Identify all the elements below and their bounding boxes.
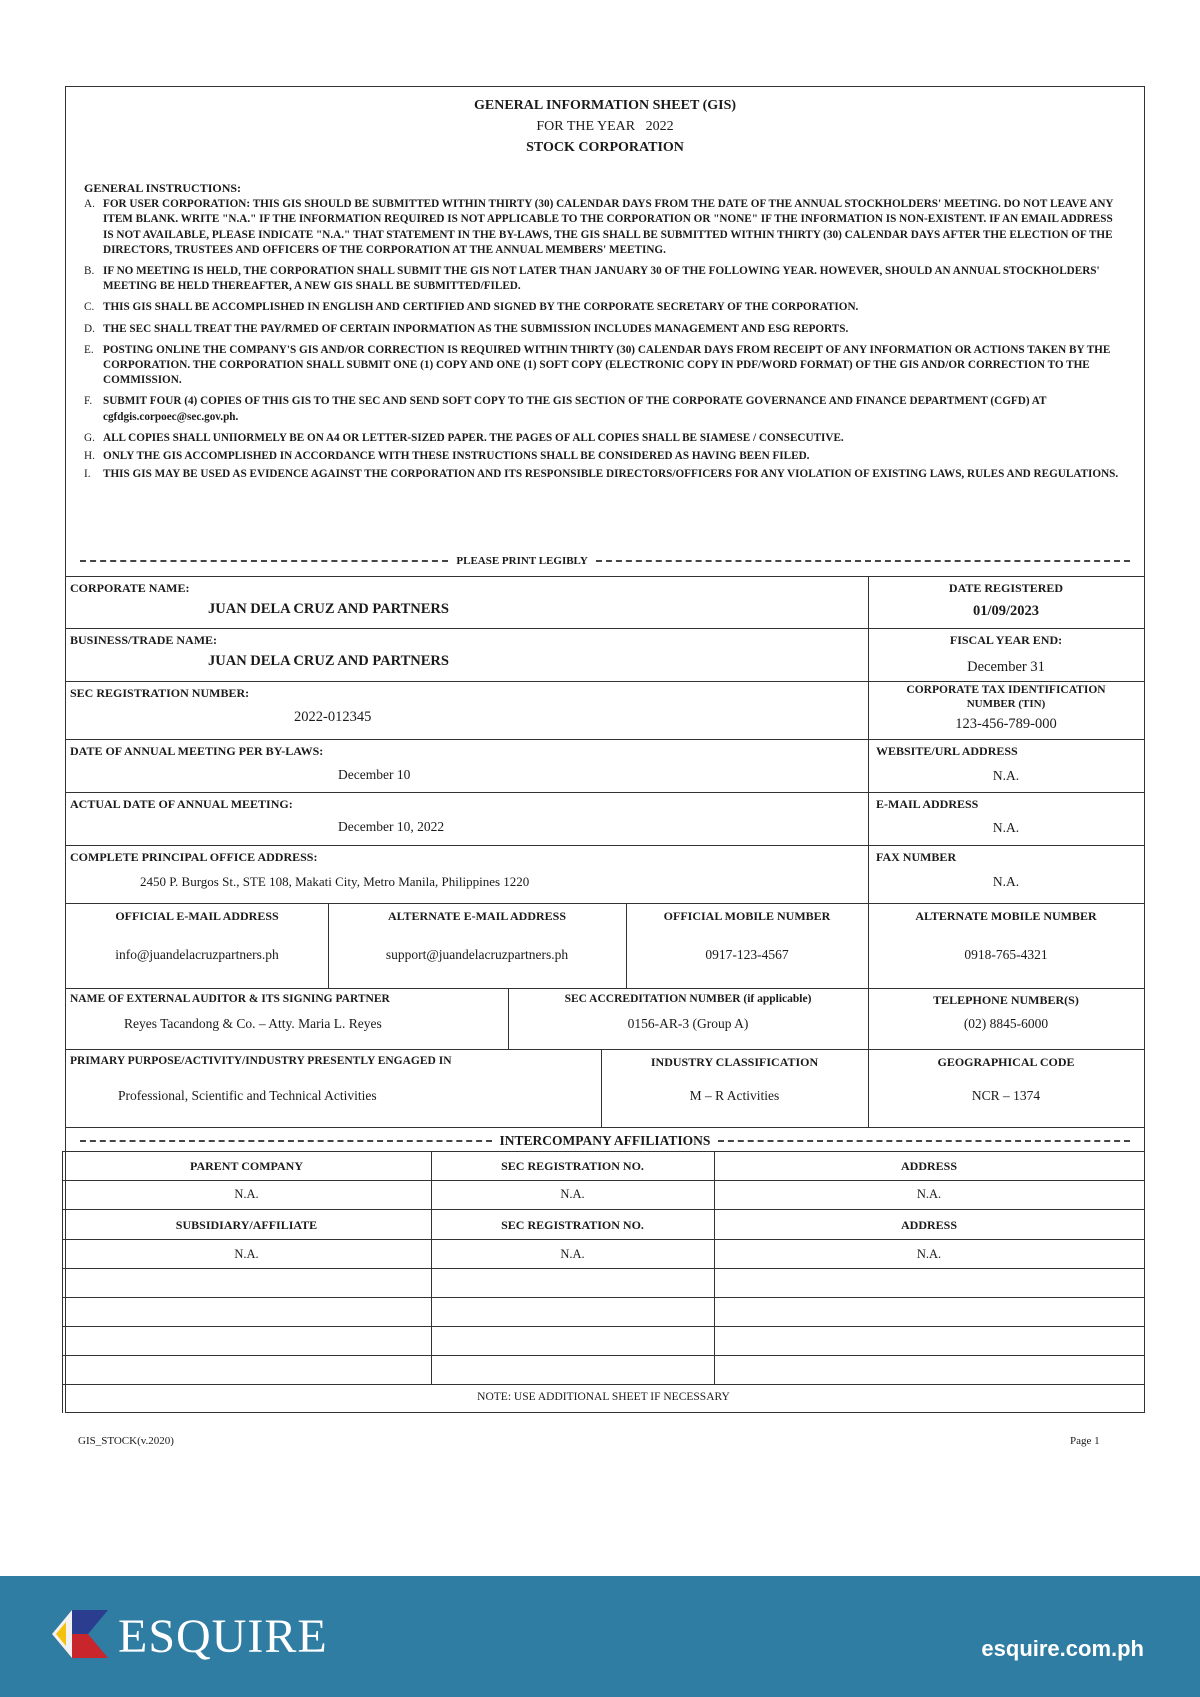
additional-sheet-note: NOTE: USE ADDITIONAL SHEET IF NECESSARY <box>477 1391 730 1403</box>
intercompany-divider <box>80 1133 1130 1149</box>
corporate-name-value: JUAN DELA CRUZ AND PARTNERS <box>208 601 449 617</box>
fiscal-year-end-value: December 31 <box>967 659 1045 675</box>
business-name-value: JUAN DELA CRUZ AND PARTNERS <box>208 653 449 669</box>
form-header <box>66 95 1144 158</box>
parent-company-value: N.A. <box>234 1187 259 1201</box>
purpose-label: PRIMARY PURPOSE/ACTIVITY/INDUSTRY PRESENTLY ENGAGED IN <box>70 1055 452 1067</box>
official-email-label: OFFICIAL E-MAIL ADDRESS <box>115 909 279 923</box>
business-name-label: BUSINESS/TRADE NAME: <box>70 633 218 647</box>
instruction-item: A. FOR USER CORPORATION: THIS GIS SHOULD BE SUBMITTED WITHIN THIRTY (30) CALENDAR DAYS FROM THE DATE OF THE ANNUAL STOCKHOLDERS' MEETING. DO NOT LEAVE ANY ITEM BLANK. WRITE "N.A." IF THE INFORMATION REQUIRED IS NOT APPLICABLE TO THE CORPORATION OR "NONE" IF THE INFORMATION IS NON-EXISTENT. IF AN EMAIL ADDRESS IS NOT AVAILABLE, PLEASE INDICATE "N.A." THAT STATEMENT IN THE BY-LAWS, THE GIS SHALL BE SUBMITTED WITHIN THIRTY (30) CALENDAR DAYS AFTER THE ELECTION OF THE DIRECTORS, TRUSTEES AND OFFICERS OF THE CORPORATION AT THE ANNUAL MEMBERS' MEETING. <box>84 198 1114 256</box>
industry-label: INDUSTRY CLASSIFICATION <box>650 1055 819 1069</box>
instruction-item: F. SUBMIT FOUR (4) COPIES OF THIS GIS TO THE SEC AND SEND SOFT COPY TO THE GIS SECTION OF THE CORPORATE GOVERNANCE AND FINANCE DEPARTMENT (CGFD) AT cgfdgis.corpoec@sec.gov.ph. <box>84 395 1047 423</box>
intercompany-title: INTERCOMPANY AFFILIATIONS <box>499 1133 711 1148</box>
annual-meeting-bylaws-label: DATE OF ANNUAL MEETING PER BY-LAWS: <box>70 744 324 758</box>
print-legibly-divider <box>80 555 1130 567</box>
email-value: N.A. <box>992 820 1020 835</box>
official-mobile-label: OFFICIAL MOBILE NUMBER <box>663 909 831 923</box>
accreditation-value: 0156-AR-3 (Group A) <box>627 1016 749 1031</box>
form-year: FOR THE YEAR 2022 <box>536 119 674 134</box>
annual-meeting-bylaws-value: December 10 <box>338 767 411 782</box>
actual-meeting-value: December 10, 2022 <box>338 819 445 834</box>
parent-company-header: PARENT COMPANY <box>190 1159 303 1173</box>
subsidiary-sec-header: SEC REGISTRATION NO. <box>501 1218 644 1232</box>
form-title: GENERAL INFORMATION SHEET (GIS) <box>473 98 737 113</box>
general-instructions <box>84 181 1124 488</box>
instruction-item: C. THIS GIS SHALL BE ACCOMPLISHED IN ENGLISH AND CERTIFIED AND SIGNED BY THE CORPORATE SECRETARY OF THE CORPORATION. <box>84 301 859 314</box>
date-registered-value: 01/09/2023 <box>972 603 1040 619</box>
website-value: N.A. <box>992 768 1020 783</box>
affiliations-table <box>62 1151 1145 1413</box>
esquire-logo[interactable] <box>52 1606 328 1667</box>
fax-label: FAX NUMBER <box>876 850 957 864</box>
office-address-value: 2450 P. Burgos St., STE 108, Makati City, Metro Manila, Philippines 1220 <box>140 874 530 889</box>
tin-value: 123-456-789-000 <box>955 716 1057 732</box>
print-legibly-label: PLEASE PRINT LEGIBLY <box>456 555 588 567</box>
esquire-banner <box>0 1576 1200 1697</box>
sec-registration-value: 2022-012345 <box>294 709 372 725</box>
corporate-name-label: CORPORATE NAME: <box>70 581 190 595</box>
instruction-item: H. ONLY THE GIS ACCOMPLISHED IN ACCORDANCE WITH THESE INSTRUCTIONS SHALL BE CONSIDERED AS HAVING BEEN FILED. <box>84 450 810 463</box>
site-url[interactable]: esquire.com.ph <box>981 1636 1144 1661</box>
telephone-label: TELEPHONE NUMBER(S) <box>933 993 1079 1007</box>
tin-label-2: NUMBER (TIN) <box>966 698 1046 710</box>
subsidiary-header: SUBSIDIARY/AFFILIATE <box>175 1218 318 1232</box>
instruction-item: E. POSTING ONLINE THE COMPANY'S GIS AND/OR CORRECTION IS REQUIRED WITHIN THIRTY (30) CALENDAR DAYS FROM RECEIPT OF ANY INFORMATION OR ACTIONS TAKEN BY THE CORPORATION. THE CORPORATION SHALL SUBMIT ONE (1) COPY AND ONE (1) SOFT COPY (ELECTRONIC COPY IN PDF/WORD FORMAT) OF THE GIS AND/OR CORRECTION TO THE COMMISSION. <box>84 343 1111 387</box>
subsidiary-address-value: N.A. <box>916 1247 942 1261</box>
instruction-item: B. IF NO MEETING IS HELD, THE CORPORATION SHALL SUBMIT THE GIS NOT LATER THAN JANUARY 30 OF THE FOLLOWING YEAR. HOWEVER, SHOULD AN ANNUAL STOCKHOLDERS' MEETING BE HELD THEREAFTER, A NEW GIS SHALL BE SUBMITTED/FILED. <box>84 265 1100 293</box>
geo-label: GEOGRAPHICAL CODE <box>937 1055 1075 1069</box>
alternate-email-label: ALTERNATE E-MAIL ADDRESS <box>387 909 567 923</box>
subsidiary-sec-value: N.A. <box>560 1247 585 1261</box>
parent-address-header: ADDRESS <box>900 1159 957 1173</box>
official-mobile-value: 0917-123-4567 <box>705 947 789 962</box>
alternate-mobile-label: ALTERNATE MOBILE NUMBER <box>915 909 1097 923</box>
alternate-email-value: support@juandelacruzpartners.ph <box>385 947 569 962</box>
purpose-value: Professional, Scientific and Technical Activities <box>118 1088 377 1103</box>
email-label: E-MAIL ADDRESS <box>876 797 979 811</box>
page-number: Page 1 <box>1070 1435 1100 1447</box>
parent-sec-header: SEC REGISTRATION NO. <box>501 1159 644 1173</box>
tin-label: CORPORATE TAX IDENTIFICATION <box>906 684 1106 696</box>
instruction-item: D. THE SEC SHALL TREAT THE PAY/RMED OF CERTAIN INPORMATION AS THE SUBMISSION INCLUDES MANAGEMENT AND ESG REPORTS. <box>84 322 849 335</box>
industry-value: M – R Activities <box>689 1088 780 1103</box>
fiscal-year-end-label: FISCAL YEAR END: <box>949 633 1063 647</box>
subsidiary-address-header: ADDRESS <box>900 1218 957 1232</box>
parent-address-value: N.A. <box>916 1187 942 1201</box>
office-address-label: COMPLETE PRINCIPAL OFFICE ADDRESS: <box>70 850 318 864</box>
form-code: GIS_STOCK(v.2020) <box>78 1435 174 1447</box>
instructions-title: GENERAL INSTRUCTIONS: <box>84 181 242 195</box>
subsidiary-value: N.A. <box>234 1247 259 1261</box>
geo-value: NCR – 1374 <box>971 1088 1041 1103</box>
official-email-value: info@juandelacruzpartners.ph <box>115 947 279 962</box>
flag-diamond-icon <box>52 1606 110 1667</box>
actual-meeting-label: ACTUAL DATE OF ANNUAL MEETING: <box>70 797 293 811</box>
sec-registration-label: SEC REGISTRATION NUMBER: <box>70 686 250 700</box>
alternate-mobile-value: 0918-765-4321 <box>964 947 1048 962</box>
instruction-item: G. ALL COPIES SHALL UNIIORMELY BE ON A4 OR LETTER-SIZED PAPER. THE PAGES OF ALL COPIES SHALL BE SIAMESE / CONSECUTIVE. <box>84 431 844 444</box>
telephone-value: (02) 8845-6000 <box>963 1016 1049 1031</box>
brand-name: ESQUIRE <box>118 1610 328 1663</box>
form-subtitle: STOCK CORPORATION <box>526 140 684 155</box>
fax-value: N.A. <box>992 874 1020 889</box>
auditor-value: Reyes Tacandong & Co. – Atty. Maria L. Reyes <box>124 1016 382 1031</box>
accreditation-label: SEC ACCREDITATION NUMBER (if applicable) <box>564 993 812 1005</box>
parent-sec-value: N.A. <box>560 1187 585 1201</box>
website-label: WEBSITE/URL ADDRESS <box>876 744 1018 758</box>
auditor-label: NAME OF EXTERNAL AUDITOR & ITS SIGNING PARTNER <box>70 993 390 1005</box>
instruction-item: I. THIS GIS MAY BE USED AS EVIDENCE AGAINST THE CORPORATION AND ITS RESPONSIBLE DIRECTORS/OFFICERS FOR ANY VIOLATION OF EXISTING LAWS, RULES AND REGULATIONS. <box>84 468 1119 481</box>
date-registered-label: DATE REGISTERED <box>948 581 1064 595</box>
